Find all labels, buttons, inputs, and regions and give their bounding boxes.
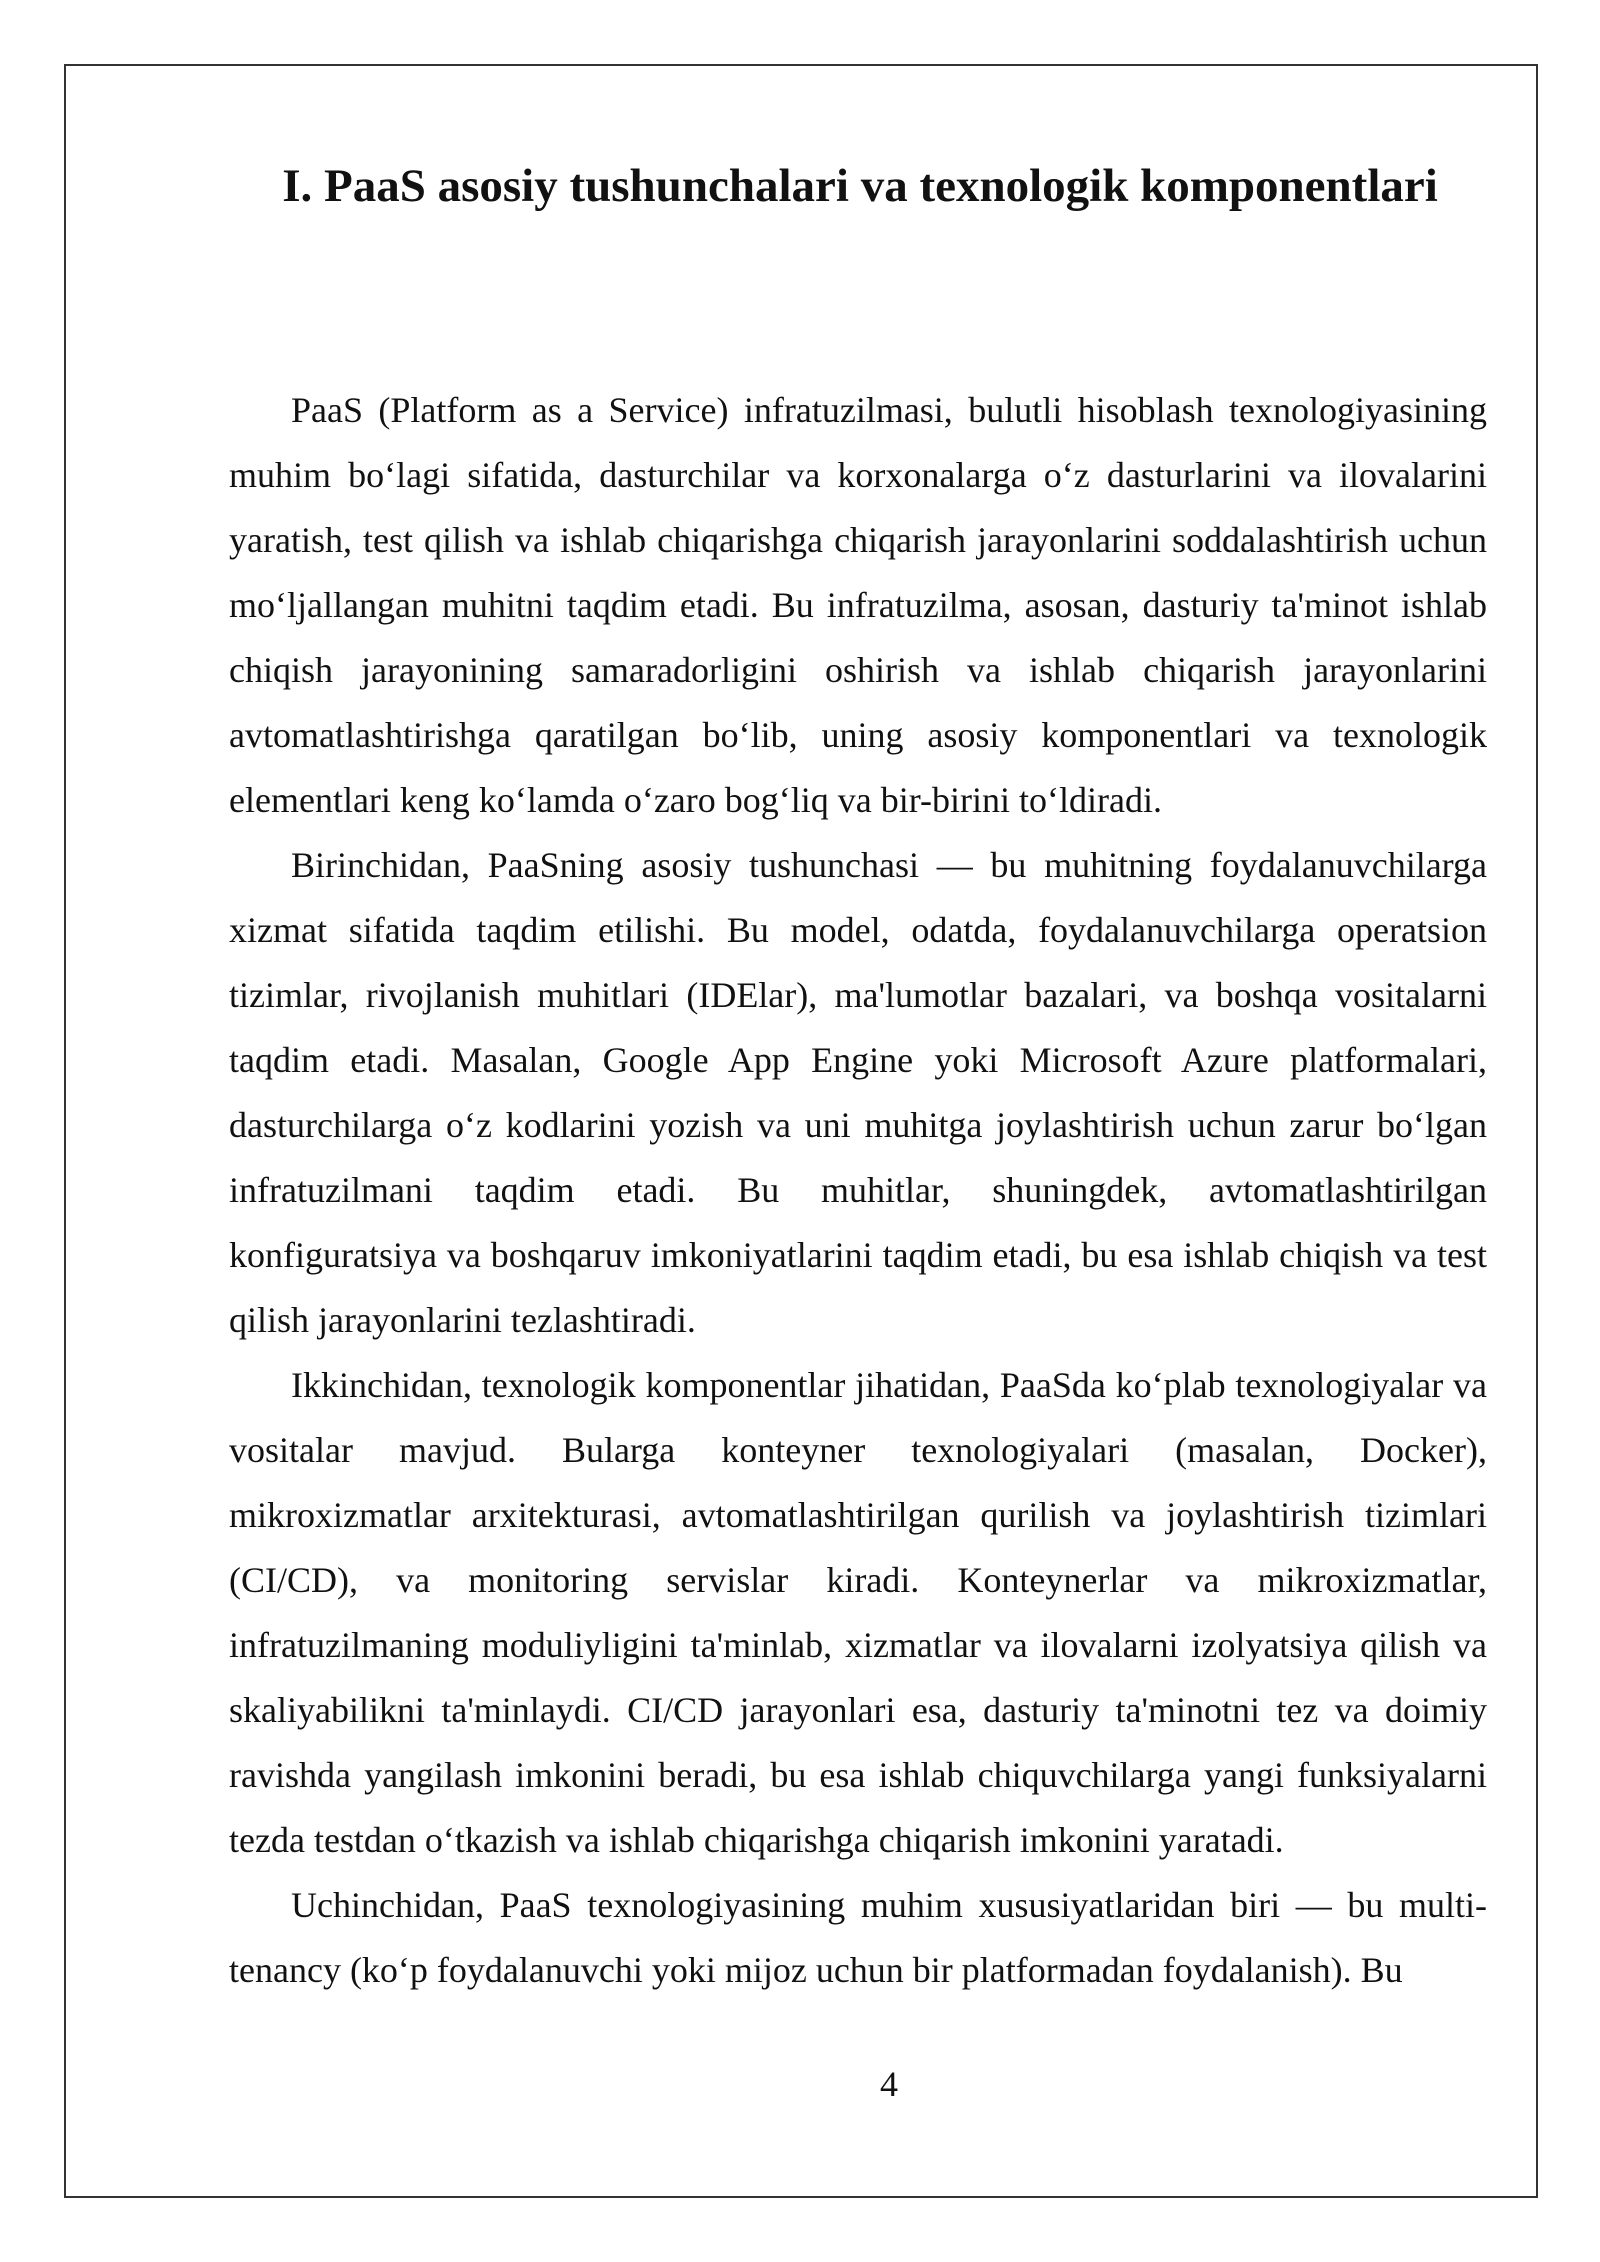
paragraph-3: Ikkinchidan, texnologik komponentlar jihatidan, PaaSda ko‘plab texnologiyalar va vositalar mavjud. Bularga konteyner texnologiyalari (masalan, Docker), mikroxizmatlar arxitekturasi, avtomatlashtirilgan qurilish va joylashtirish tizimlari (CI/CD), va monitoring servislar kiradi. Konteynerlar va mikroxizmatlar, infratuzilmaning moduliyligini ta'minlab, xizmatlar va ilovalarni izolyatsiya qilish va skaliyabilikni ta'minlaydi. CI/CD jarayonlari esa, dasturiy ta'minotni tez va doimiy ravishda yangilash imkonini beradi, bu esa ishlab chiquvchilarga yangi funksiyalarni tezda testdan o‘tkazish va ishlab chiqarishga chiqarish imkonini yaratadi. — [229, 1365, 1487, 1860]
paragraph-4: Uchinchidan, PaaS texnologiyasining muhim xususiyatlaridan biri — bu multi-tenancy (ko‘p foydalanuvchi yoki mijoz uchun bir platformadan foydalanish). Bu — [229, 1885, 1487, 1990]
section-heading: I. PaaS asosiy tushunchalari va texnologik komponentlari — [282, 160, 1438, 212]
paragraph-1: PaaS (Platform as a Service) infratuzilmasi, bulutli hisoblash texnologiyasining muhim bo‘lagi sifatida, dasturchilar va korxonalarga o‘z dasturlarini va ilovalarini yaratish, test qilish va ishlab chiqarishga chiqarish jarayonlarini soddalashtirish uchun mo‘ljallangan muhitni taqdim etadi. Bu infratuzilma, asosan, dasturiy ta'minot ishlab chiqish jarayonining samaradorligini oshirish va ishlab chiqarish jarayonlarini avtomatlashtirishga qaratilgan bo‘lib, uning asosiy komponentlari va texnologik elementlari keng ko‘lamda o‘zaro bog‘liq va bir-birini to‘ldiradi. — [229, 390, 1487, 820]
body-text — [229, 378, 1487, 2003]
paragraph-2: Birinchidan, PaaSning asosiy tushunchasi — bu muhitning foydalanuvchilarga xizmat sifatida taqdim etilishi. Bu model, odatda, foydalanuvchilarga operatsion tizimlar, rivojlanish muhitlari (IDElar), ma'lumotlar bazalari, va boshqa vositalarni taqdim etadi. Masalan, Google App Engine yoki Microsoft Azure platformalari, dasturchilarga o‘z kodlarini yozish va uni muhitga joylashtirish uchun zarur bo‘lgan infratuzilmani taqdim etadi. Bu muhitlar, shuningdek, avtomatlashtirilgan konfiguratsiya va boshqaruv imkoniyatlarini taqdim etadi, bu esa ishlab chiqish va test qilish jarayonlarini tezlashtiradi. — [229, 845, 1487, 1340]
page-number: 4 — [880, 2064, 898, 2104]
